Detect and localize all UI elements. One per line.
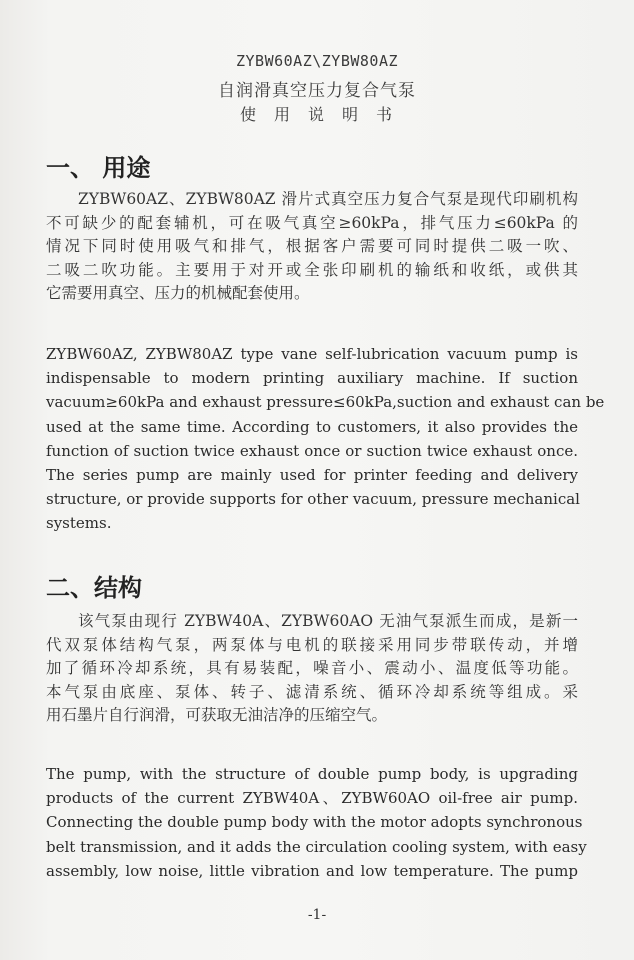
page-number: -1-	[307, 907, 327, 923]
section-heading-structure: 二、结构	[46, 574, 142, 602]
text-line: belt transmission, and it adds the circulation cooling system, with easy	[46, 837, 587, 856]
structure-paragraph-en	[46, 762, 587, 883]
text-line: structure, or provide supports for other vacuum, pressure mechanical	[46, 490, 580, 509]
text-line: ZYBW60AZ, ZYBW80AZ type vane self-lubrication vacuum pump is	[46, 345, 578, 363]
text-line: 本气泵由底座、泵体、转子、滤清系统、循环冷却系统等组成。采	[46, 682, 578, 701]
text-line: assembly, low noise, little vibration and low temperature. The pump	[46, 861, 578, 880]
text-line: The pump, with the structure of double pump body, is upgrading	[46, 765, 578, 783]
model-code: ZYBW60AZ\ZYBW80AZ	[235, 52, 399, 70]
text-line: ZYBW60AZ、ZYBW80AZ 滑片式真空压力复合气泵是现代印刷机构	[78, 190, 578, 208]
document-title: 自润滑真空压力复合气泵	[218, 81, 416, 101]
text-line: used at the same time. According to customers, it also provides the	[46, 417, 578, 436]
text-line: 代双泵体结构气泵，两泵体与电机的联接采用同步带联传动，并增	[46, 635, 578, 654]
text-line: indispensable to modern printing auxiliary machine. If suction	[46, 369, 578, 388]
text-line: products of the current ZYBW40A、ZYBW60AO oil-free air pump.	[46, 789, 578, 808]
text-line: 情况下同时使用吸气和排气，根据客户需要可同时提供二吸一吹、	[46, 237, 578, 256]
text-line: The series pump are mainly used for printer feeding and delivery	[46, 466, 578, 485]
text-line: function of suction twice exhaust once or suction twice exhaust once.	[46, 441, 578, 460]
text-line: 它需要用真空、压力的机械配套使用。	[46, 284, 310, 303]
structure-paragraph-cn	[46, 610, 578, 728]
text-line: 不可缺少的配套辅机，可在吸气真空≥60kPa，排气压力≤60kPa 的	[46, 213, 578, 232]
section-heading-usage: 一、 用途	[46, 154, 151, 182]
text-line: vacuum≥60kPa and exhaust pressure≤60kPa,suction and exhaust can be	[46, 393, 605, 412]
text-line: 该气泵由现行 ZYBW40A、ZYBW60AO 无油气泵派生而成，是新一	[78, 612, 578, 630]
document-subtitle: 使用说明书	[239, 105, 410, 124]
usage-paragraph-cn	[46, 188, 578, 306]
text-line: 二吸二吹功能。主要用于对开或全张印刷机的输纸和收纸，或供其	[46, 260, 578, 279]
text-line: systems.	[46, 514, 112, 533]
text-line: 用石墨片自行润滑，可获取无油洁净的压缩空气。	[46, 706, 388, 725]
text-line: 加了循环冷却系统，具有易装配，噪音小、震动小、温度低等功能。	[46, 659, 578, 678]
text-line: Connecting the double pump body with the motor adopts synchronous	[46, 813, 583, 832]
usage-paragraph-en	[46, 342, 605, 536]
